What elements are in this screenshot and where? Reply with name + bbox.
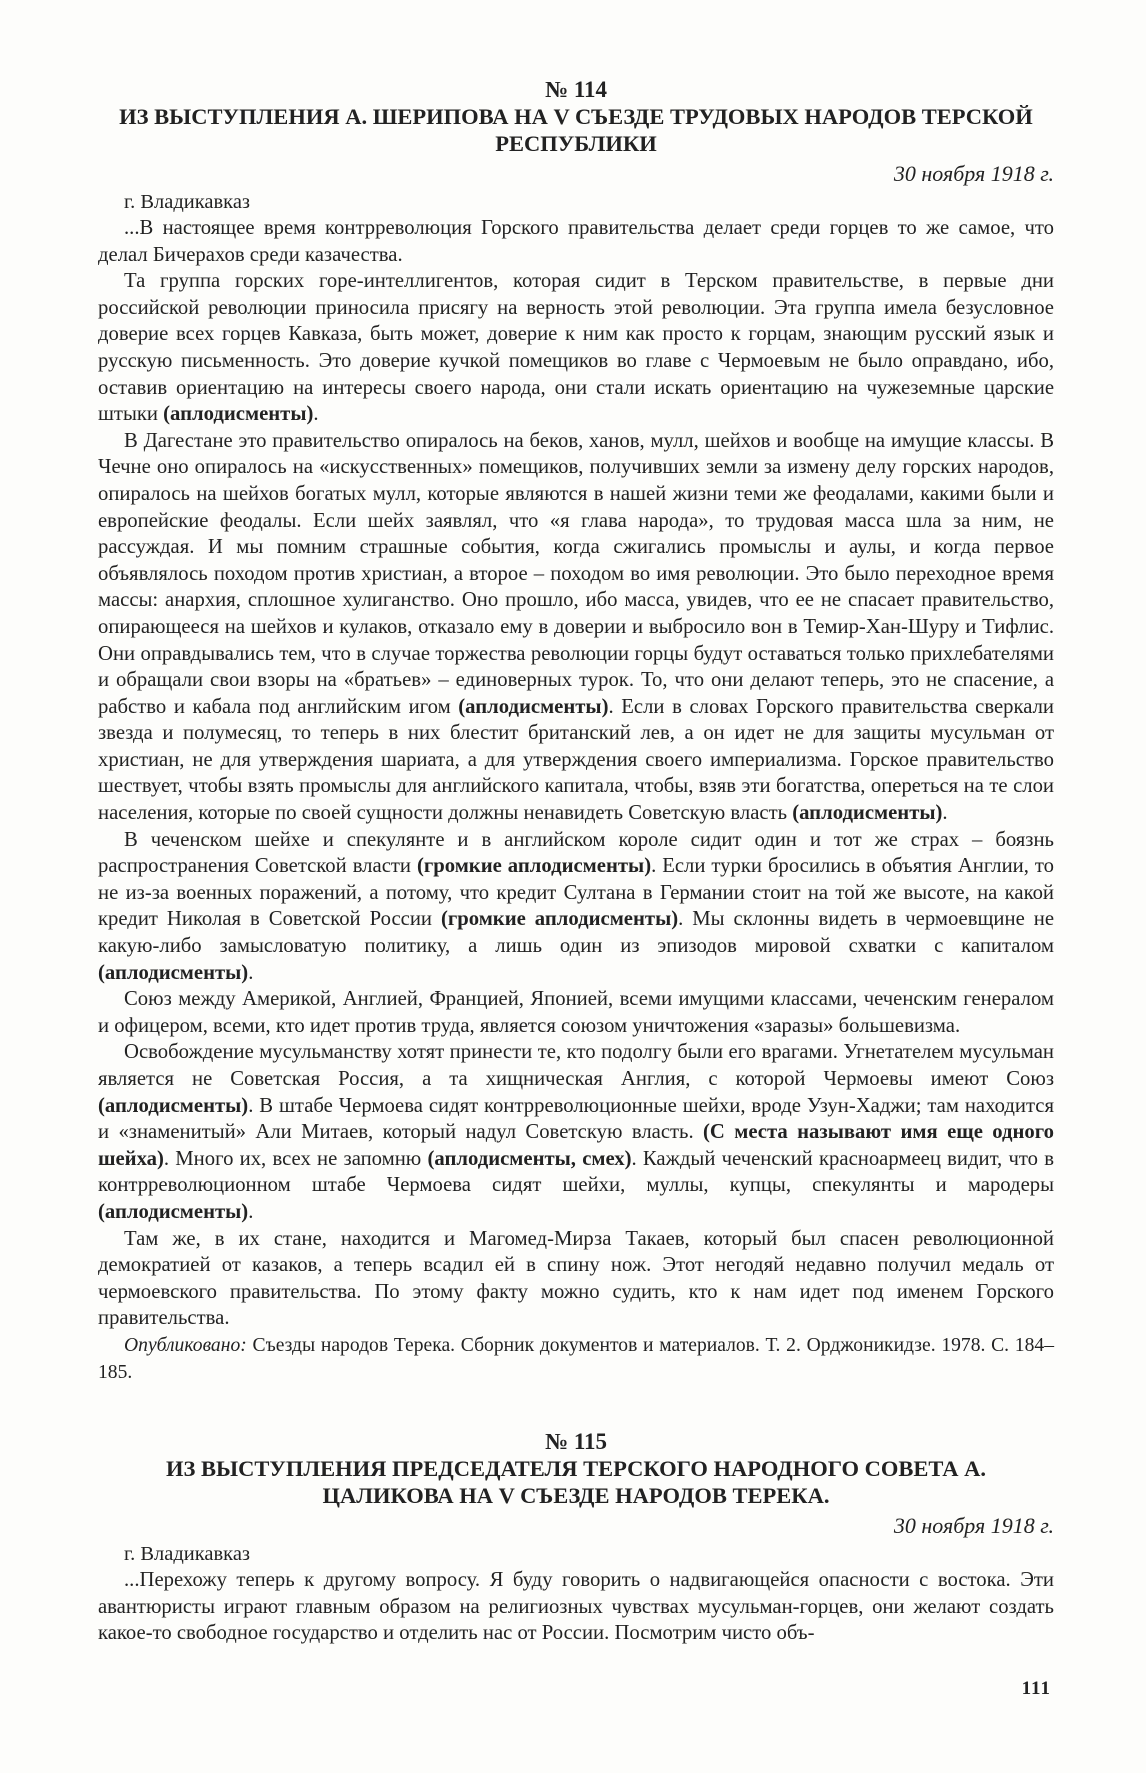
document-number: № 114 bbox=[544, 77, 608, 102]
text-run: . bbox=[942, 802, 948, 825]
remark-bold: (аплодисменты) bbox=[98, 1200, 249, 1223]
remark-bold: (аплодисменты, смех) bbox=[427, 1147, 632, 1170]
remark-bold: (громкие аплодисменты) bbox=[440, 908, 679, 931]
remark-bold: (аплодисменты) bbox=[163, 403, 314, 426]
text-run: Союз между Америкой, Англией, Францией, Японией, всеми имущими классами, чеченским генералом и офицером, всеми, кто идет против труда, является союзом уничтожения «заразы» большевизма. bbox=[98, 988, 1054, 1037]
document-114 bbox=[98, 76, 1054, 1386]
document-body bbox=[98, 215, 1054, 1332]
text-run: . Много их, всех не запомню bbox=[163, 1147, 428, 1170]
document-number: № 115 bbox=[544, 1428, 608, 1454]
text-run: В чеченском шейхе и спекулянте и в английском короле сидит один и тот же страх – боязнь распространения Советской власти bbox=[98, 828, 1054, 878]
paragraph bbox=[98, 1226, 1054, 1332]
text-run: . bbox=[313, 403, 319, 426]
text-run: . Каждый чеченский красноармеец видит, что в контрреволюционном штабе Чермоева сидят шейхи, муллы, купцы, спекулянты и мародеры bbox=[98, 1147, 1054, 1197]
document-place: г. Владикавказ bbox=[124, 191, 251, 213]
text-run: . Если в словах Горского правительства сверкали звезда и полумесяц, то теперь в них блестит британский лев, а он идет не для защиты мусульман от христиан, не для утверждения шариата, а для утверждения своего империализма. Горское правительство шествует, чтобы взять промыслы для английского капитала, чтобы, взяв эти богатства, опереться на те слои населения, которые по своей сущности должны ненавидеть Советскую власть bbox=[98, 695, 1055, 825]
text-run: . bbox=[248, 961, 254, 984]
source-text: Съезды народов Терека. Сборник документов и материалов. Т. 2. Орджоникидзе. 1978. С. 184–185. bbox=[98, 1334, 1054, 1383]
text-run: Там же, в их стане, находится и Магомед-Мирза Такаев, который был спасен революционной демократией от казаков, а теперь всадил ей в спину нож. Этот негодяй недавно получил медаль от чермоевского правительства. По этому факту можно судить, кто к нам идет под именем Горского правительства. bbox=[98, 1227, 1054, 1330]
text-run: . Мы склонны видеть в чермоевщине не какую-либо замысловатую политику, а лишь один из эпизодов мировой схватки с капиталом bbox=[98, 908, 1054, 958]
text-run: В Дагестане это правительство опиралось на беков, ханов, мулл, шейхов и вообще на имущие классы. В Чечне оно опиралось на «искусственных» помещиков, получивших земли за измену делу горских народов, опиралось на шейхов богатых мулл, которые являются в нашей жизни теми же феодалами, какими были и европейские феодалы. Если шейх заявлял, что «я глава народа», то трудовая масса шла за ним, не рассуждая. И мы помним страшные события, когда сжигались промыслы и аулы, и когда первое объявлялось походом против христиан, а второе – походом во имя революции. Это было переходное время массы: анархия, сплошное хулиганство. Оно прошло, ибо масса, увидев, что ее не спасает правительство, опирающееся на шейхов и кулаков, отказало ему в доверии и выбросило вон в Темир-Хан-Шуру и Тифлис. Они оправдывались тем, что в случае торжества революции горцы будут оставаться только прихлебателями и обращали свои взоры на «братьев» – единоверных турок. То, что они делают теперь, это не спасение, а рабство и кабала под английским игом bbox=[98, 429, 1054, 718]
text-run: . В штабе Чермоева сидят контрреволюционные шейхи, вроде Узун-Хаджи; там находится и «знаменитый» Али Митаев, который надул Советскую власть. bbox=[98, 1094, 1054, 1144]
text-run: Та группа горских горе-интеллигентов, которая сидит в Терском правительстве, в первые дни российской революции приносила присягу на верность этой революции. Эта группа имела безусловное доверие всех горцев Кавказа, быть может, доверие к ним как просто к горцам, знающим русский язык и русскую письменность. Это доверие кучкой помещиков во главе с Чермоевым не было оправдано, ибо, оставив ориентацию на интересы своего народа, они стали искать ориентацию на чужеземные царские штыки bbox=[98, 270, 1054, 426]
remark-bold: (аплодисменты) bbox=[792, 802, 943, 825]
document-body bbox=[98, 1567, 1054, 1647]
text-run: ...Перехожу теперь к другому вопросу. Я буду говорить о надвигающейся опасности с востока. Эти авантюристы играют главным образом на религиозных чувствах мусульман-горцев, они желают создать какое-то свободное государство и отделить нас от России. Посмотрим чисто объ- bbox=[98, 1568, 1054, 1645]
remark-bold: (С места называют имя еще одного шейха) bbox=[98, 1121, 1054, 1170]
text-run: . Если турки бросились в объятия Англии, то не из-за военных поражений, а потому, что кредит Султана в Германии стоит на той же высоте, на какой кредит Николая в Советской России bbox=[98, 855, 1054, 931]
remark-bold: (аплодисменты) bbox=[98, 1094, 249, 1117]
text-run: ...В настоящее время контрреволюция Горского правительства делает среди горцев то же самое, что делал Бичерахов среди казачества. bbox=[98, 217, 1054, 266]
paragraph bbox=[98, 1039, 1054, 1225]
document-date: 30 ноября 1918 г. bbox=[893, 1512, 1054, 1538]
paragraph bbox=[98, 268, 1054, 428]
paragraph bbox=[98, 1567, 1054, 1647]
paragraph bbox=[98, 215, 1054, 268]
document-date: 30 ноября 1918 г. bbox=[893, 161, 1054, 186]
remark-bold: (аплодисменты) bbox=[458, 695, 609, 718]
remark-bold: (аплодисменты) bbox=[98, 961, 249, 984]
document-place: г. Владикавказ bbox=[124, 1542, 251, 1565]
paragraph bbox=[98, 428, 1054, 827]
source-label: Опубликовано: bbox=[124, 1334, 247, 1356]
remark-bold: (громкие аплодисменты) bbox=[416, 855, 652, 878]
publication-source bbox=[98, 1332, 1054, 1386]
document-title: ИЗ ВЫСТУПЛЕНИЯ А. ШЕРИПОВА НА V СЪЕЗДЕ ТРУДОВЫХ НАРОДОВ ТЕРСКОЙ РЕСПУБЛИКИ bbox=[119, 104, 1033, 156]
paragraph bbox=[98, 986, 1054, 1039]
document-title: ИЗ ВЫСТУПЛЕНИЯ ПРЕДСЕДАТЕЛЯ ТЕРСКОГО НАРОДНОГО СОВЕТА А. ЦАЛИКОВА НА V СЪЕЗДЕ НАРОДОВ ТЕРЕКА. bbox=[165, 1455, 987, 1508]
document-115 bbox=[98, 1428, 1054, 1647]
text-run: Освобождение мусульманству хотят принести те, кто подолгу были его врагами. Угнетателем мусульман является не Советская Россия, а та хищническая Англия, с которой Чермоевы имеют Союз bbox=[98, 1041, 1054, 1090]
paragraph bbox=[98, 827, 1054, 987]
page-number: 111 bbox=[1021, 1678, 1051, 1699]
text-run: . bbox=[248, 1200, 254, 1223]
